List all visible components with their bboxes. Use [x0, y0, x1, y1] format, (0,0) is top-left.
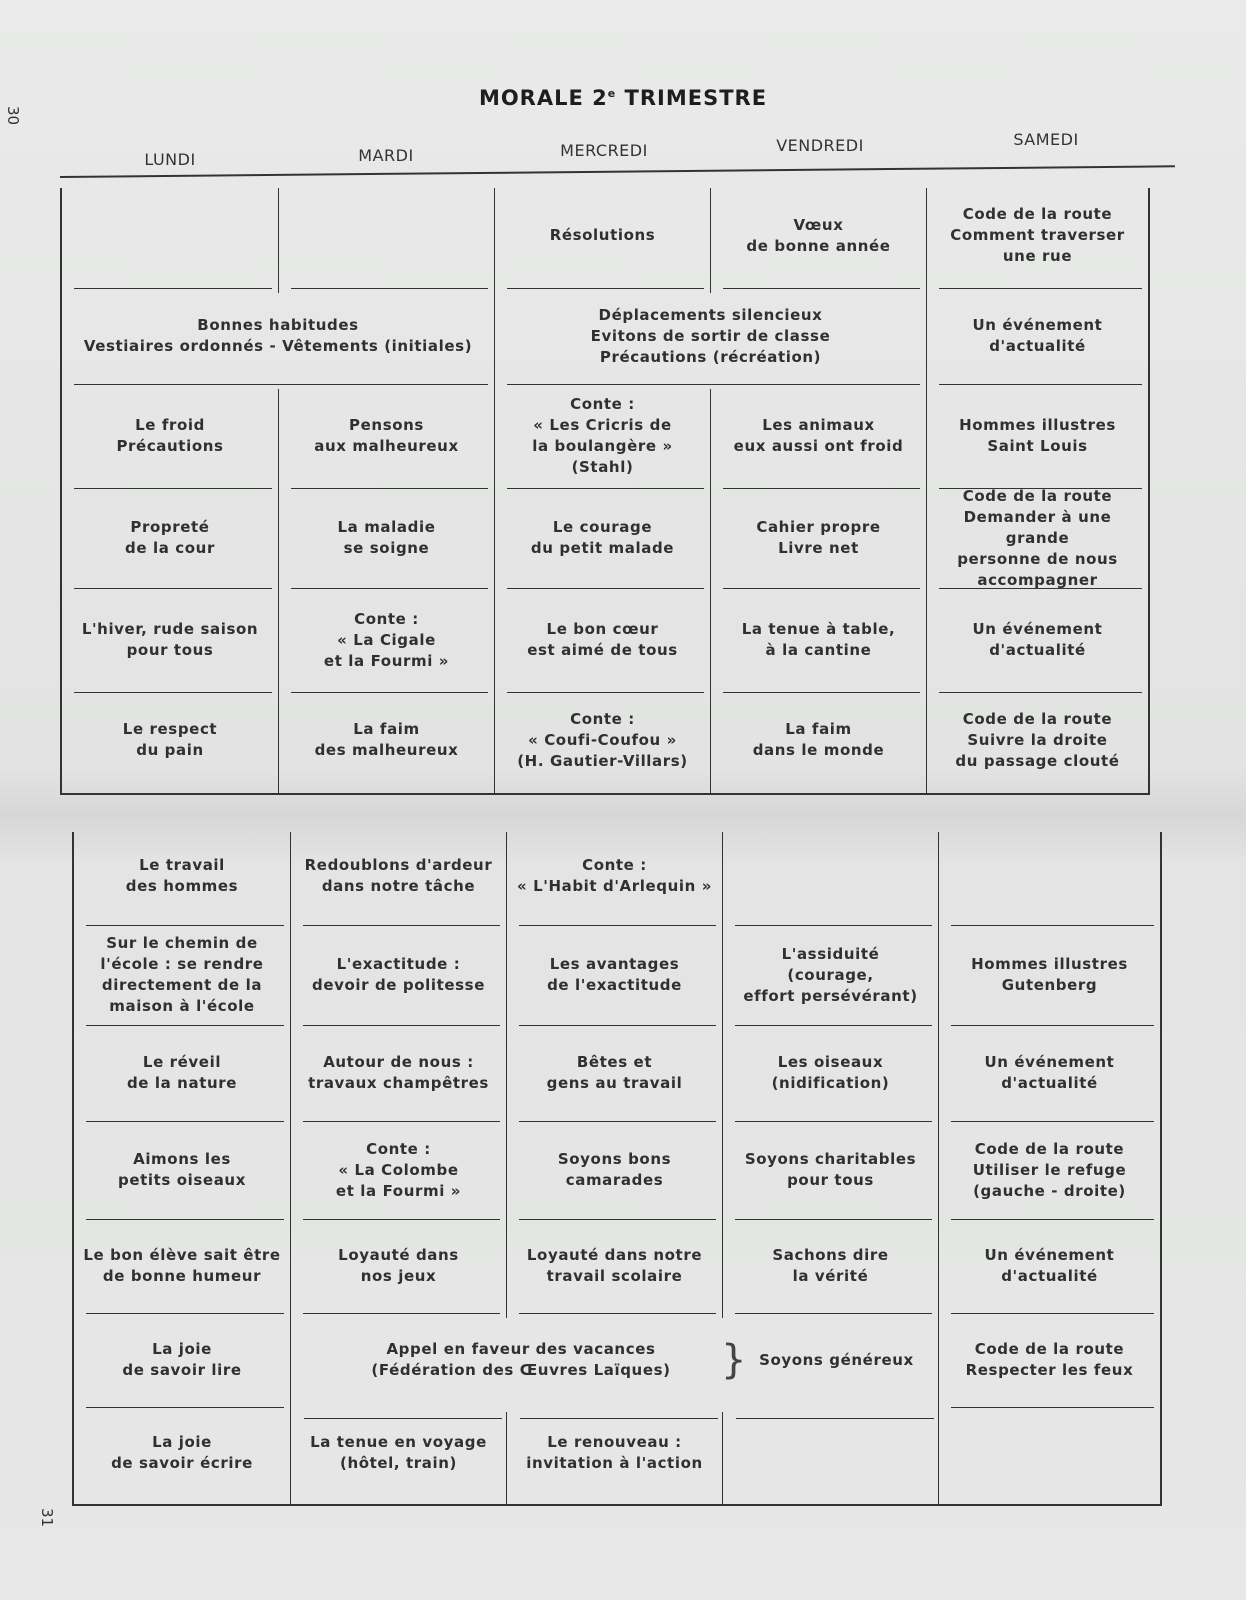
- table-cell: [722, 832, 938, 930]
- table-cell: Soyons bons camarades: [506, 1126, 722, 1224]
- day-mardi: MARDI: [358, 146, 414, 165]
- table-cell: Code de la route Respecter les feux: [938, 1318, 1160, 1412]
- table-cell: Les animaux eux aussi ont froid: [710, 389, 926, 493]
- schedule-table-bottom: [72, 832, 1162, 1506]
- page-number-bottom: 31: [38, 1508, 56, 1528]
- title-rest: TRIMESTRE: [616, 86, 768, 110]
- table-cell: Résolutions: [494, 188, 710, 293]
- table-cell: [938, 1412, 1160, 1504]
- table-cell: Conte : « La Colombe et la Fourmi »: [290, 1126, 506, 1224]
- page-number-top: 30: [4, 106, 22, 126]
- rule-segment: [520, 1418, 718, 1419]
- table-cell: Les avantages de l'exactitude: [506, 930, 722, 1030]
- table-cell: Aimons les petits oiseaux: [74, 1126, 290, 1224]
- table-cell: Le travail des hommes: [74, 832, 290, 930]
- table-cell: Un événement d'actualité: [926, 293, 1148, 389]
- page-title: [0, 86, 1246, 110]
- table-cell: Le bon élève sait être de bonne humeur: [74, 1224, 290, 1318]
- table-cell: Sur le chemin de l'école : se rendre directement de la maison à l'école: [74, 930, 290, 1030]
- table-cell: Autour de nous : travaux champêtres: [290, 1030, 506, 1126]
- table-cell: Le courage du petit malade: [494, 493, 710, 593]
- table-cell: [278, 188, 494, 293]
- table-cell: Soyons charitables pour tous: [722, 1126, 938, 1224]
- schedule-table-top: [60, 188, 1150, 795]
- table-cell: Conte : « Les Cricris de la boulangère » (Stahl): [494, 389, 710, 493]
- brace-symbol: }: [721, 1337, 748, 1383]
- table-cell: Loyauté dans nos jeux: [290, 1224, 506, 1318]
- table-cell: Code de la route Comment traverser une rue: [926, 188, 1148, 293]
- table-cell: Vœux de bonne année: [710, 188, 926, 293]
- table-cell-merged: Bonnes habitudes Vestiaires ordonnés - Vêtements (initiales): [62, 293, 494, 389]
- day-samedi: SAMEDI: [1013, 130, 1079, 149]
- table-cell: [722, 1412, 938, 1504]
- table-cell: Code de la route Demander à une grande personne de nous accompagner: [926, 493, 1148, 593]
- day-lundi: LUNDI: [144, 150, 196, 169]
- table-cell: L'hiver, rude saison pour tous: [62, 593, 278, 697]
- day-vendredi: VENDREDI: [776, 136, 864, 155]
- table-cell: Le réveil de la nature: [74, 1030, 290, 1126]
- table-cell: [62, 188, 278, 293]
- table-cell: Hommes illustres Gutenberg: [938, 930, 1160, 1030]
- table-cell: L'assiduité (courage, effort persévérant): [722, 930, 938, 1030]
- table-cell: La faim des malheureux: [278, 697, 494, 793]
- table-cell: Bêtes et gens au travail: [506, 1030, 722, 1126]
- title-superscript: e: [607, 87, 617, 100]
- table-cell: Les oiseaux (nidification): [722, 1030, 938, 1126]
- table-cell: Propreté de la cour: [62, 493, 278, 593]
- table-cell: Un événement d'actualité: [938, 1030, 1160, 1126]
- table-cell: Cahier propre Livre net: [710, 493, 926, 593]
- table-cell-merged: Déplacements silencieux Evitons de sortir de classe Précautions (récréation): [494, 293, 926, 389]
- table-cell: La joie de savoir lire: [74, 1318, 290, 1412]
- day-mercredi: MERCREDI: [560, 141, 648, 160]
- table-cell: Code de la route Suivre la droite du passage clouté: [926, 697, 1148, 793]
- title-main: MORALE 2: [478, 86, 608, 110]
- rule-segment: [304, 1418, 502, 1419]
- appeal-text: Appel en faveur des vacances (Fédération des Œuvres Laïques): [371, 1340, 671, 1379]
- table-cell: La faim dans le monde: [710, 697, 926, 793]
- table-cell: Le renouveau : invitation à l'action: [506, 1412, 722, 1504]
- table-cell: Loyauté dans notre travail scolaire: [506, 1224, 722, 1318]
- table-cell: Le respect du pain: [122, 720, 218, 759]
- table-cell: Un événement d'actualité: [926, 593, 1148, 697]
- table-cell: Conte : « La Cigale et la Fourmi »: [278, 593, 494, 697]
- table-cell: Conte : « Coufi-Coufou » (H. Gautier-Villars): [494, 697, 710, 793]
- table-cell: La tenue en voyage (hôtel, train): [290, 1412, 506, 1504]
- table-cell: Redoublons d'ardeur dans notre tâche: [290, 832, 506, 930]
- table-cell: Code de la route Utiliser le refuge (gauche - droite): [938, 1126, 1160, 1224]
- generous-text: Soyons généreux: [759, 1350, 914, 1369]
- table-cell: Le froid Précautions: [62, 389, 278, 493]
- table-cell: Un événement d'actualité: [938, 1224, 1160, 1318]
- table-cell: [938, 832, 1160, 930]
- table-cell: La tenue à table, à la cantine: [710, 593, 926, 697]
- table-cell: La joie de savoir écrire: [111, 1433, 253, 1472]
- table-cell: Le bon cœur est aimé de tous: [494, 593, 710, 697]
- table-cell: Hommes illustres Saint Louis: [926, 389, 1148, 493]
- table-cell: Sachons dire la vérité: [722, 1224, 938, 1318]
- table-cell: Pensons aux malheureux: [278, 389, 494, 493]
- table-cell-merged: [290, 1318, 938, 1412]
- table-cell: L'exactitude : devoir de politesse: [290, 930, 506, 1030]
- table-cell: La maladie se soigne: [278, 493, 494, 593]
- table-cell: Conte : « L'Habit d'Arlequin »: [506, 832, 722, 930]
- rule-segment: [736, 1418, 934, 1419]
